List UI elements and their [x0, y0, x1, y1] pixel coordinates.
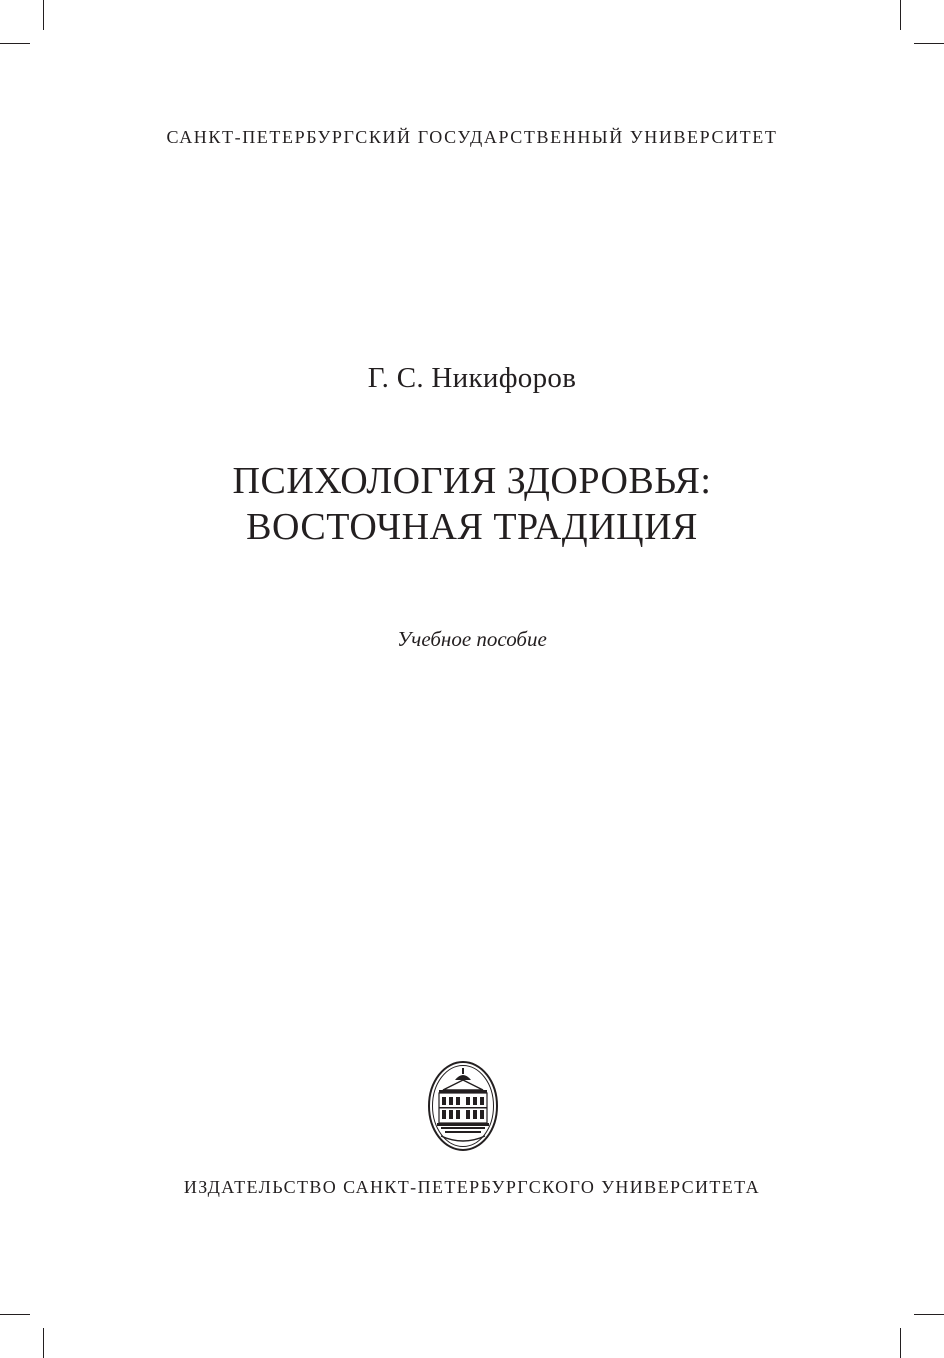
crop-mark-bottom-right-vertical: [900, 1328, 901, 1358]
book-title-line-1: ПСИХОЛОГИЯ ЗДОРОВЬЯ:: [232, 460, 712, 502]
crop-mark-top-right-vertical: [900, 0, 901, 30]
crop-mark-bottom-left-vertical: [43, 1328, 44, 1358]
crop-mark-bottom-left-horizontal: [0, 1314, 30, 1315]
university-building-emblem-icon: [427, 1060, 499, 1152]
crop-mark-top-left-vertical: [43, 0, 44, 30]
book-title-line-2: ВОСТОЧНАЯ ТРАДИЦИЯ: [246, 506, 698, 548]
author-name: Г. С. Никифоров: [367, 362, 577, 394]
book-subtitle: Учебное пособие: [397, 627, 547, 651]
crop-mark-top-left-horizontal: [0, 43, 30, 44]
book-title: [0, 458, 944, 550]
crop-mark-bottom-right-horizontal: [914, 1314, 944, 1315]
crop-mark-top-right-horizontal: [914, 43, 944, 44]
publisher-name: ИЗДАТЕЛЬСТВО САНКТ-ПЕТЕРБУРГСКОГО УНИВЕРСИТЕТА: [183, 1177, 761, 1197]
university-name: САНКТ-ПЕТЕРБУРГСКИЙ ГОСУДАРСТВЕННЫЙ УНИВЕРСИТЕТ: [166, 127, 778, 147]
